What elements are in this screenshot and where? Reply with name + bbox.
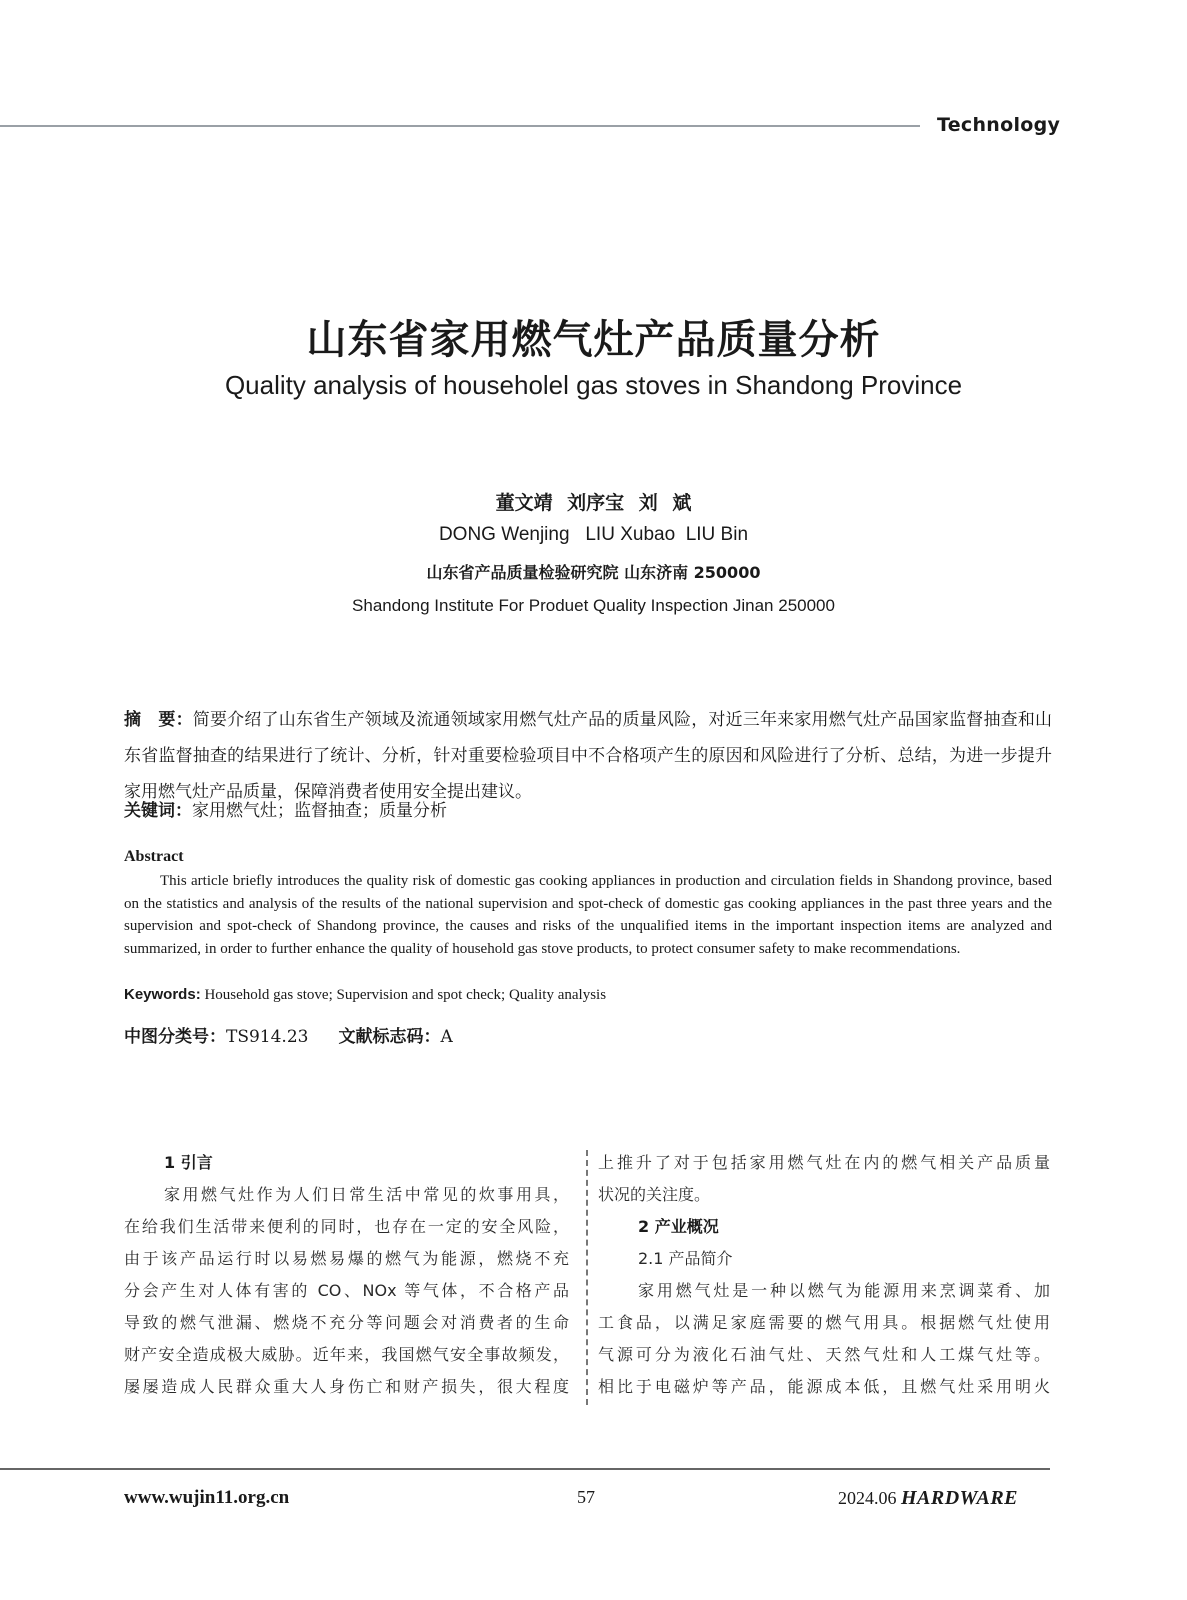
body-line: 气源可分为液化石油气灶、天然气灶和人工煤气灶等。 bbox=[598, 1345, 1050, 1364]
affiliation-cn: 山东省产品质量检验研究院 山东济南 250000 bbox=[426, 563, 761, 582]
clc-value: TS914.23 bbox=[226, 1027, 309, 1047]
body-right-column bbox=[598, 1147, 1050, 1403]
keywords-cn-label: 关键词： bbox=[124, 801, 192, 821]
authors-en: DONG Wenjing LIU Xubao LIU Bin bbox=[438, 524, 749, 545]
abstract-cn bbox=[124, 702, 1052, 810]
body-left-column bbox=[124, 1147, 569, 1403]
journal-name: HARDWARE bbox=[901, 1487, 1018, 1509]
body-line: 导致的燃气泄漏、燃烧不充分等问题会对消费者的生命 bbox=[124, 1313, 569, 1332]
body-line: 家用燃气灶是一种以燃气为能源用来烹调菜肴、加 bbox=[638, 1281, 1050, 1300]
body-line: 分会产生对人体有害的 CO、NOx 等气体，不合格产品 bbox=[124, 1281, 569, 1300]
column-divider bbox=[586, 1150, 588, 1405]
paper-title-en: Quality analysis of householel gas stoves in Shandong Province bbox=[224, 370, 963, 400]
section-tag: Technology bbox=[937, 114, 1061, 136]
clc-label: 中图分类号： bbox=[124, 1027, 226, 1047]
keywords-cn-text: 家用燃气灶；监督抽查；质量分析 bbox=[192, 801, 447, 821]
doc-code-value: A bbox=[440, 1027, 453, 1047]
footer-rule bbox=[0, 1468, 1050, 1470]
abstract-en-heading: Abstract bbox=[124, 848, 184, 865]
header-rule bbox=[0, 125, 920, 127]
paper-title-cn: 山东省家用燃气灶产品质量分析 bbox=[306, 317, 881, 363]
section-heading-industry: 2 产业概况 bbox=[638, 1217, 719, 1236]
doc-code-label: 文献标志码： bbox=[338, 1027, 441, 1047]
affiliation-en: Shandong Institute For Produet Quality Inspection Jinan 250000 bbox=[352, 596, 835, 615]
body-line: 财产安全造成极大威胁。近年来，我国燃气安全事故频发， bbox=[124, 1345, 569, 1364]
keywords-en-label: Keywords: bbox=[124, 986, 201, 1003]
classification-line bbox=[124, 1022, 453, 1047]
keywords-cn bbox=[124, 796, 1052, 826]
body-line: 由于该产品运行时以易燃易爆的燃气为能源，燃烧不充 bbox=[124, 1249, 569, 1268]
body-line: 家用燃气灶作为人们日常生活中常见的炊事用具， bbox=[164, 1185, 569, 1204]
body-line: 工食品，以满足家庭需要的燃气用具。根据燃气灶使用 bbox=[598, 1313, 1050, 1332]
abstract-en-text: This article briefly introduces the quality risk of domestic gas cooking appliances in production and circulation fields in Shandong province, based on the statistics and analysis of the results of the national supervision and spot-check of domestic gas cooking appliances in the past three years and the supervision and spot-check of Shandong province, the causes and risks of the unqualified items in the important inspection items are analyzed and summarized, in order to further enhance the quality of household gas stove products, to protect consumer safety to make recommendations. bbox=[124, 873, 1052, 957]
abstract-cn-text: 简要介绍了山东省生产领域及流通领域家用燃气灶产品的质量风险，对近三年来家用燃气灶产品国家监督抽查和山东省监督抽查的结果进行了统计、分析，针对重要检验项目中不合格项产生的原因和风险进行了分析、总结，为进一步提升家用燃气灶产品质量，保障消费者使用安全提出建议。 bbox=[124, 710, 1053, 802]
abstract-cn-label: 摘 要： bbox=[124, 710, 193, 730]
body-line: 屡屡造成人民群众重大人身伤亡和财产损失，很大程度 bbox=[124, 1377, 569, 1396]
footer-url: www.wujin11.org.cn bbox=[124, 1487, 290, 1508]
keywords-en-text: Household gas stove; Supervision and spot check; Quality analysis bbox=[204, 987, 607, 1003]
keywords-en bbox=[124, 984, 1052, 1006]
body-line: 在给我们生活带来便利的同时，也存在一定的安全风险， bbox=[124, 1217, 569, 1236]
subsection-heading-product: 2.1 产品简介 bbox=[638, 1249, 733, 1268]
authors-cn: 董文靖 刘序宝 刘 斌 bbox=[495, 492, 692, 514]
section-heading-intro: 1 引言 bbox=[164, 1153, 213, 1172]
body-line: 相比于电磁炉等产品，能源成本低，且燃气灶采用明火 bbox=[598, 1377, 1050, 1396]
page-number: 57 bbox=[577, 1487, 595, 1507]
body-line: 状况的关注度。 bbox=[598, 1185, 711, 1204]
footer-issue bbox=[838, 1487, 1018, 1510]
body-line: 上推升了对于包括家用燃气灶在内的燃气相关产品质量 bbox=[598, 1153, 1050, 1172]
issue-date: 2024.06 bbox=[838, 1488, 897, 1508]
